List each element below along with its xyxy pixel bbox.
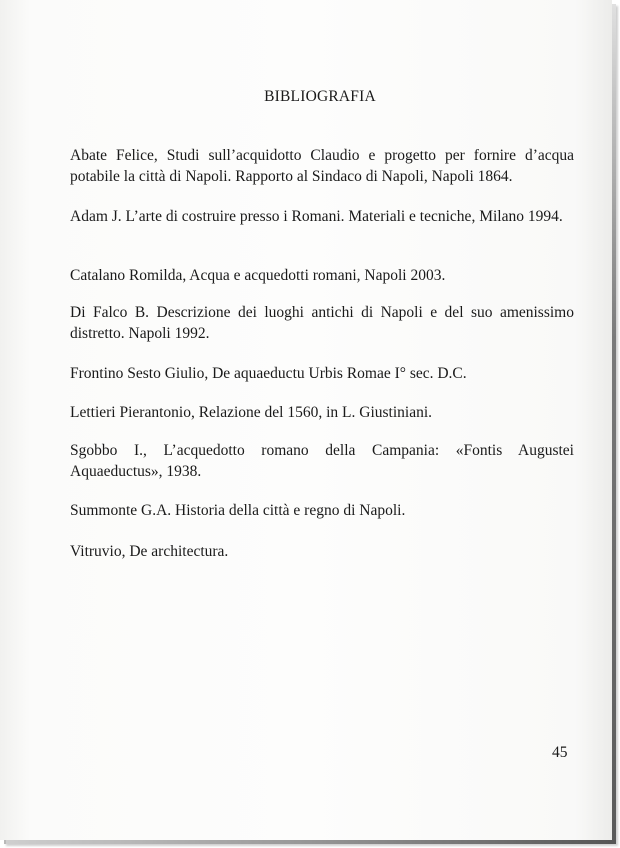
bibliography-entry: Summonte G.A. Historia della città e regno di Napoli. [70, 502, 406, 519]
bibliography-entry: Sgobbo I., L’acquedotto romano della Campania: «Fontis Augustei Aquaeductus», 1938. [70, 442, 574, 480]
page-number: 45 [552, 744, 568, 761]
bibliography-entry: Di Falco B. Descrizione dei luoghi antichi di Napoli e del suo amenissimo distretto. Napoli 1992. [70, 304, 574, 342]
bibliography-entry: Adam J. L’arte di costruire presso i Romani. Materiali e tecniche, Milano 1994. [70, 208, 563, 225]
page-edge-shadow [6, 840, 616, 844]
bibliography-entry: Abate Felice, Studi sull’acquidotto Claudio e progetto per fornire d’acqua potabile la città di Napoli. Rapporto al Sindaco di Napoli, Napoli 1864. [70, 147, 574, 185]
bibliography-entry: Vitruvio, De architectura. [70, 543, 229, 560]
bibliography-entry: Lettieri Pierantonio, Relazione del 1560, in L. Giustiniani. [70, 404, 433, 421]
bibliography-entry: Frontino Sesto Giulio, De aquaeductu Urbis Romae I° sec. D.C. [70, 365, 467, 382]
page-edge-shadow [612, 4, 616, 840]
page-title: BIBLIOGRAFIA [264, 88, 376, 105]
bibliography-entry: Catalano Romilda, Acqua e acquedotti romani, Napoli 2003. [70, 267, 446, 284]
